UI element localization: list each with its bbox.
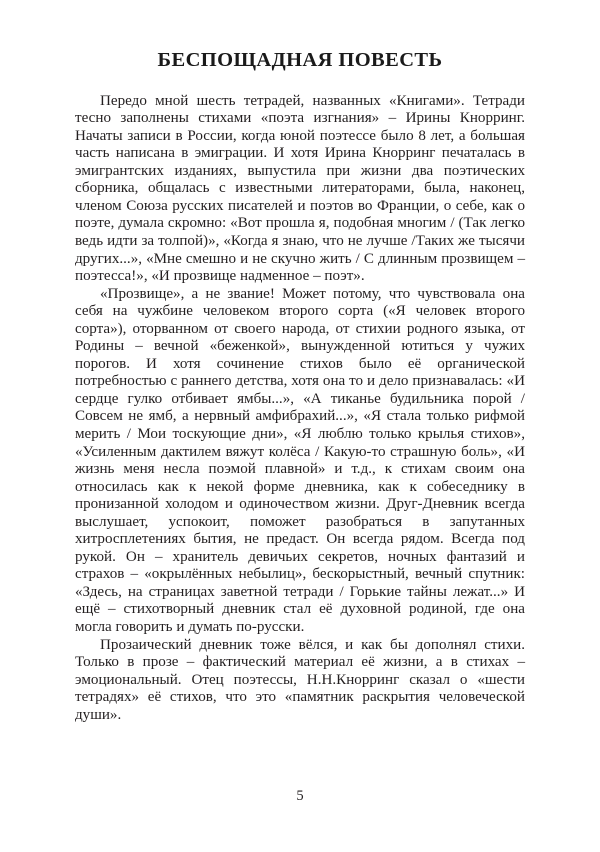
paragraph: Прозаический дневник тоже вёлся, и как бы дополнял стихи. Только в прозе – фактический материал её жизни, а в стихах – эмоциональный. Отец поэтессы, Н.Н.Кнорринг сказал о «шести тетрадях» её стихов, что это «памятник раскрытия человеческой души».: [75, 636, 525, 723]
body-text-block: [75, 93, 525, 725]
paragraph: Передо мной шесть тетрадей, названных «Книгами». Тетради тесно заполнены стихами «поэта изгнания» – Ирины Кнорринг. Начаты записи в России, когда юной поэтессе было 8 лет, а большая часть написана в эмиграции. И хотя Ирина Кнорринг печаталась в эмигрантских изданиях, выпустила при жизни два поэтических сборника, общалась с известными литераторами, была, наконец, членом Союза русских писателей и поэтов во Франции, о себе, как о поэте, думала скромно: «Вот прошла я, подобная многим / (Так легко ведь идти за толпой)», «Когда я знаю, что не лучше /Таких же тысячи других...», «Мне смешно и не скучно жить / С длинным прозвищем – поэтесса!», «И прозвище надменное – поэт».: [75, 92, 525, 285]
paragraph: «Прозвище», а не звание! Может потому, что чувствовала она себя на чужбине человеком второго сорта («Я человек второго сорта»), оторванном от своего народа, от стихии родного языка, от Родины – вечной «беженкой», вынужденной ютиться у чужих порогов. И хотя сочинение стихов было её органической потребностью с раннего детства, хотя она то и дело признавалась: «И сердце гулко отбивает ямбы...», «А тиканье будильника порой / Совсем не ямб, а нервный амфибрахий...», «Я стала только рифмой мерить / Мои тоскующие дни», «Я люблю только крылья стихов», «Усиленным дактилем вяжут колёса / Какую-то страшную боль», «И жизнь меня несла поэмой плавной» и т.д., к стихам своим она относилась как к некой форме дневника, как к собеседнику в пронизанной холодом и одиночеством жизни. Друг-Дневник всегда выслушает, успокоит, поможет разобраться в запутанных хитросплетениях бытия, не предаст. Он всегда рядом. Всегда под рукой. Он – хранитель девичьих секретов, ночных фантазий и страхов – «окрылённых небылиц», бескорыстный, вечный спутник: «Здесь, на страницах заветной тетради / Горькие тайны лежат...» И ещё – стихотворный дневник стал её духовной родиной, где она могла говорить и думать по-русски.: [75, 285, 525, 635]
chapter-title: БЕСПОЩАДНАЯ ПОВЕСТЬ: [157, 49, 443, 71]
page-content: [75, 48, 525, 724]
page-number: 5: [296, 788, 304, 804]
